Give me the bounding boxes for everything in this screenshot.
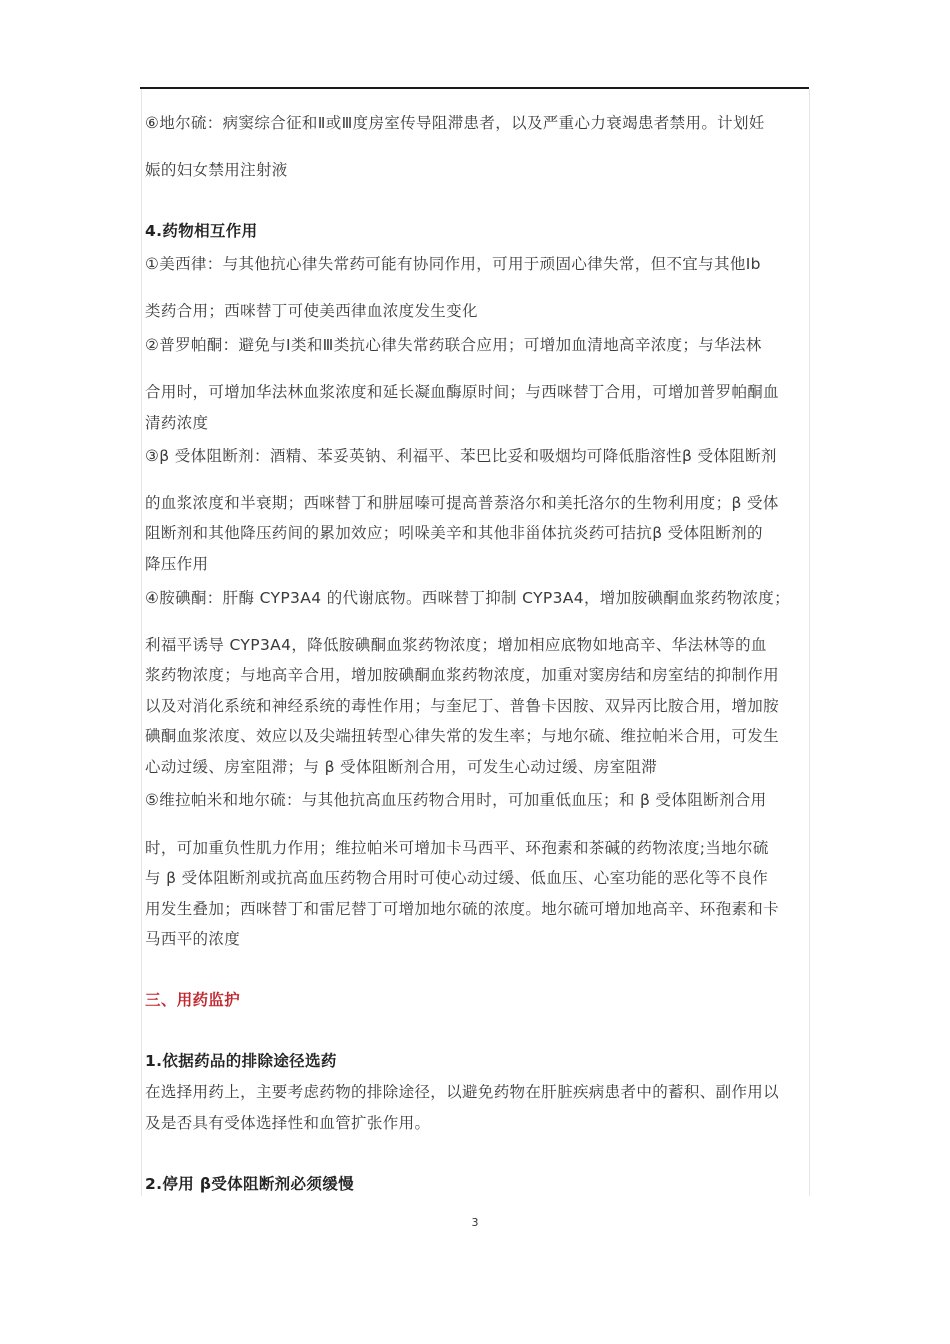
paragraph-line: 娠的妇女禁用注射液 bbox=[145, 161, 288, 179]
section-heading-medication-monitoring: 三、用药监护 bbox=[145, 991, 241, 1009]
page-number: 3 bbox=[471, 1216, 479, 1229]
paragraph-line: 的血浆浓度和半衰期；西咪替丁和肼屈嗪可提高普萘洛尔和美托洛尔的生物利用度；β 受体 bbox=[145, 494, 779, 512]
subheading-beta-blocker-withdrawal: 2.停用 β受体阻断剂必须缓慢 bbox=[145, 1175, 354, 1193]
paragraph-line: ④胺碘酮：肝酶 CYP3A4 的代谢底物。西咪替丁抑制 CYP3A4，增加胺碘酮血浆药物浓度； bbox=[145, 589, 791, 607]
subheading-drug-interactions: 4.药物相互作用 bbox=[145, 222, 258, 240]
paragraph-line: 浆药物浓度；与地高辛合用，增加胺碘酮血浆药物浓度，加重对窦房结和房室结的抑制作用 bbox=[145, 666, 780, 684]
paragraph-line: 在选择用药上，主要考虑药物的排除途径，以避免药物在肝脏疾病患者中的蓄积、副作用以 bbox=[145, 1083, 780, 1101]
paragraph-line: 碘酮血浆浓度、效应以及尖端扭转型心律失常的发生率；与地尔硫、维拉帕米合用，可发生 bbox=[145, 727, 780, 745]
paragraph-line: 时，可加重负性肌力作用；维拉帕米可增加卡马西平、环孢素和茶碱的药物浓度;当地尔硫 bbox=[145, 839, 769, 857]
paragraph-line: 以及对消化系统和神经系统的毒性作用；与奎尼丁、普鲁卡因胺、双异丙比胺合用，增加胺 bbox=[145, 697, 780, 715]
subheading-drug-selection: 1.依据药品的排除途径选药 bbox=[145, 1052, 337, 1070]
paragraph-line: 与 β 受体阻断剂或抗高血压药物合用时可使心动过缓、低血压、心室功能的恶化等不良作 bbox=[145, 869, 769, 887]
paragraph-line: 马西平的浓度 bbox=[145, 930, 241, 948]
paragraph-line: 合用时，可增加华法林血浆浓度和延长凝血酶原时间；与西咪替丁合用，可增加普罗帕酮血 bbox=[145, 383, 780, 401]
paragraph-line: ①美西律：与其他抗心律失常药可能有协同作用，可用于顽固心律失常，但不宜与其他Ⅰb bbox=[145, 255, 761, 273]
paragraph-line: 降压作用 bbox=[145, 555, 209, 573]
paragraph-line: 及是否具有受体选择性和血管扩张作用。 bbox=[145, 1114, 431, 1132]
header-rule bbox=[140, 87, 809, 89]
paragraph-line: ⑤维拉帕米和地尔硫：与其他抗高血压药物合用时，可加重低血压；和 β 受体阻断剂合用 bbox=[145, 791, 767, 809]
paragraph-line: ⑥地尔硫：病窦综合征和Ⅱ或Ⅲ度房室传导阻滞患者，以及严重心力衰竭患者禁用。计划妊 bbox=[145, 114, 765, 132]
paragraph-line: 类药合用；西咪替丁可使美西律血浓度发生变化 bbox=[145, 302, 478, 320]
paragraph-line: 阻断剂和其他降压药间的累加效应；吲哚美辛和其他非甾体抗炎药可拮抗β 受体阻断剂的 bbox=[145, 524, 763, 542]
content-border-left bbox=[141, 89, 142, 1196]
paragraph-line: 用发生叠加；西咪替丁和雷尼替丁可增加地尔硫的浓度。地尔硫可增加地高辛、环孢素和卡 bbox=[145, 900, 780, 918]
paragraph-line: 心动过缓、房室阻滞；与 β 受体阻断剂合用，可发生心动过缓、房室阻滞 bbox=[145, 758, 658, 776]
paragraph-line: 清药浓度 bbox=[145, 414, 209, 432]
content-border-right bbox=[809, 89, 810, 1196]
paragraph-line: ③β 受体阻断剂：酒精、苯妥英钠、利福平、苯巴比妥和吸烟均可降低脂溶性β 受体阻断剂 bbox=[145, 447, 777, 465]
paragraph-line: ②普罗帕酮：避免与Ⅰ类和Ⅲ类抗心律失常药联合应用；可增加血清地高辛浓度；与华法林 bbox=[145, 336, 762, 354]
paragraph-line: 利福平诱导 CYP3A4，降低胺碘酮血浆药物浓度；增加相应底物如地高辛、华法林等的血 bbox=[145, 636, 767, 654]
